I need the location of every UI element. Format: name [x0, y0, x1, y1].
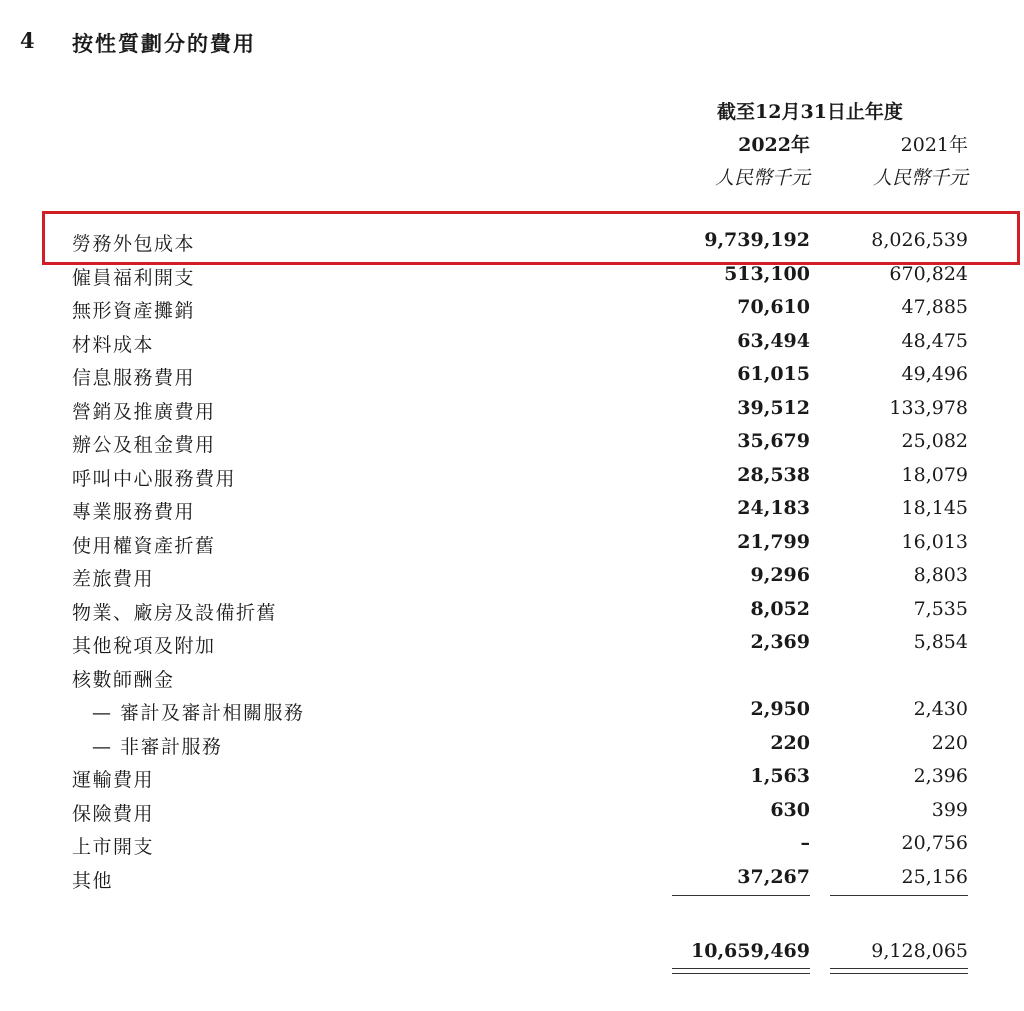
table-row — [0, 595, 1024, 629]
value-2021: 220 — [931, 731, 968, 754]
value-2022: 28,538 — [737, 463, 810, 486]
table-row — [0, 327, 1024, 361]
year-2021-header: 2021年 — [900, 134, 968, 156]
value-2022: 2,369 — [750, 631, 810, 653]
table-row — [0, 394, 1024, 428]
value-2021: 670,824 — [889, 262, 968, 285]
table-row — [0, 260, 1024, 294]
value-2021: 25,156 — [901, 865, 968, 888]
table-row — [0, 762, 1024, 796]
total-double-rule-2021 — [830, 973, 968, 974]
row-label: — 非審計服務 — [92, 735, 223, 758]
table-row — [0, 829, 1024, 863]
row-label: 其他 — [72, 869, 114, 892]
total-double-rule-2022 — [672, 968, 810, 969]
value-2021: 2,396 — [913, 765, 968, 787]
row-label: 上市開支 — [72, 836, 155, 858]
table-row — [0, 561, 1024, 595]
table-row — [0, 293, 1024, 327]
value-2021: 8,803 — [913, 564, 968, 586]
row-label: 其他稅項及附加 — [72, 635, 216, 657]
table-row — [0, 226, 1024, 260]
row-label: 物業、廠房及設備折舊 — [72, 601, 278, 624]
total-double-rule-2021 — [830, 968, 968, 969]
value-2021: 8,026,539 — [871, 229, 968, 251]
value-2021: 48,475 — [901, 329, 968, 352]
row-label: 材料成本 — [72, 333, 155, 356]
row-label: 核數師酬金 — [72, 668, 175, 691]
value-2022: – — [800, 832, 810, 854]
expense-table — [0, 226, 1024, 896]
total-double-rule-2022 — [672, 973, 810, 974]
value-2022: 70,610 — [737, 296, 810, 318]
value-2022: 220 — [770, 731, 810, 754]
year-2022-header: 2022年 — [738, 134, 810, 156]
row-label: 僱員福利開支 — [72, 266, 196, 289]
table-row — [0, 427, 1024, 461]
table-row — [0, 863, 1024, 897]
value-2021: 7,535 — [913, 597, 968, 620]
value-2021: 18,145 — [901, 497, 968, 519]
table-row — [0, 662, 1024, 696]
value-2022: 630 — [770, 798, 810, 821]
value-2021: 47,885 — [901, 296, 968, 318]
row-label: 營銷及推廣費用 — [72, 400, 216, 423]
value-2022: 9,296 — [750, 564, 810, 586]
value-2021: 5,854 — [913, 631, 968, 653]
value-2022: 63,494 — [737, 329, 810, 352]
table-row — [0, 695, 1024, 729]
value-2021: 49,496 — [901, 363, 968, 385]
value-2022: 61,015 — [737, 363, 810, 385]
section-heading — [0, 28, 600, 60]
value-2022: 513,100 — [724, 262, 810, 285]
value-2022: 21,799 — [737, 530, 810, 553]
value-2022: 1,563 — [750, 765, 810, 787]
value-2022: 2,950 — [750, 698, 810, 720]
value-2022: 9,739,192 — [704, 229, 810, 251]
period-header: 截至12月31日止年度 — [717, 101, 903, 123]
table-row — [0, 360, 1024, 394]
table-row — [0, 528, 1024, 562]
row-label: 差旅費用 — [72, 568, 155, 590]
row-label: — 審計及審計相關服務 — [92, 702, 305, 724]
unit-2022-header: 人民幣千元 — [714, 167, 810, 189]
row-label: 辦公及租金費用 — [72, 434, 216, 456]
value-2022: 8,052 — [750, 597, 810, 620]
row-label: 無形資產攤銷 — [72, 300, 196, 322]
row-label: 呼叫中心服務費用 — [72, 467, 237, 490]
value-2021: 18,079 — [901, 463, 968, 486]
table-row — [0, 494, 1024, 528]
table-row — [0, 461, 1024, 495]
section-title: 按性質劃分的費用 — [72, 31, 256, 56]
total-2021: 9,128,065 — [871, 940, 968, 962]
section-number: 4 — [20, 28, 35, 53]
table-row — [0, 729, 1024, 763]
total-2022: 10,659,469 — [691, 940, 810, 962]
value-2021: 25,082 — [901, 430, 968, 452]
row-label: 保險費用 — [72, 802, 155, 825]
value-2022: 35,679 — [737, 430, 810, 452]
value-2021: 133,978 — [889, 396, 968, 419]
subtotal-rule-2021 — [830, 895, 968, 896]
row-label: 勞務外包成本 — [72, 233, 196, 255]
subtotal-rule-2022 — [672, 895, 810, 896]
row-label: 信息服務費用 — [72, 367, 196, 389]
row-label: 專業服務費用 — [72, 501, 196, 523]
value-2022: 24,183 — [737, 497, 810, 519]
value-2021: 2,430 — [913, 698, 968, 720]
row-label: 運輸費用 — [72, 769, 155, 791]
value-2022: 39,512 — [737, 396, 810, 419]
value-2021: 16,013 — [901, 530, 968, 553]
value-2022: 37,267 — [737, 865, 810, 888]
unit-2021-header: 人民幣千元 — [872, 167, 968, 189]
table-row — [0, 628, 1024, 662]
value-2021: 20,756 — [901, 832, 968, 854]
value-2021: 399 — [931, 798, 968, 821]
table-row — [0, 796, 1024, 830]
row-label: 使用權資產折舊 — [72, 534, 216, 557]
